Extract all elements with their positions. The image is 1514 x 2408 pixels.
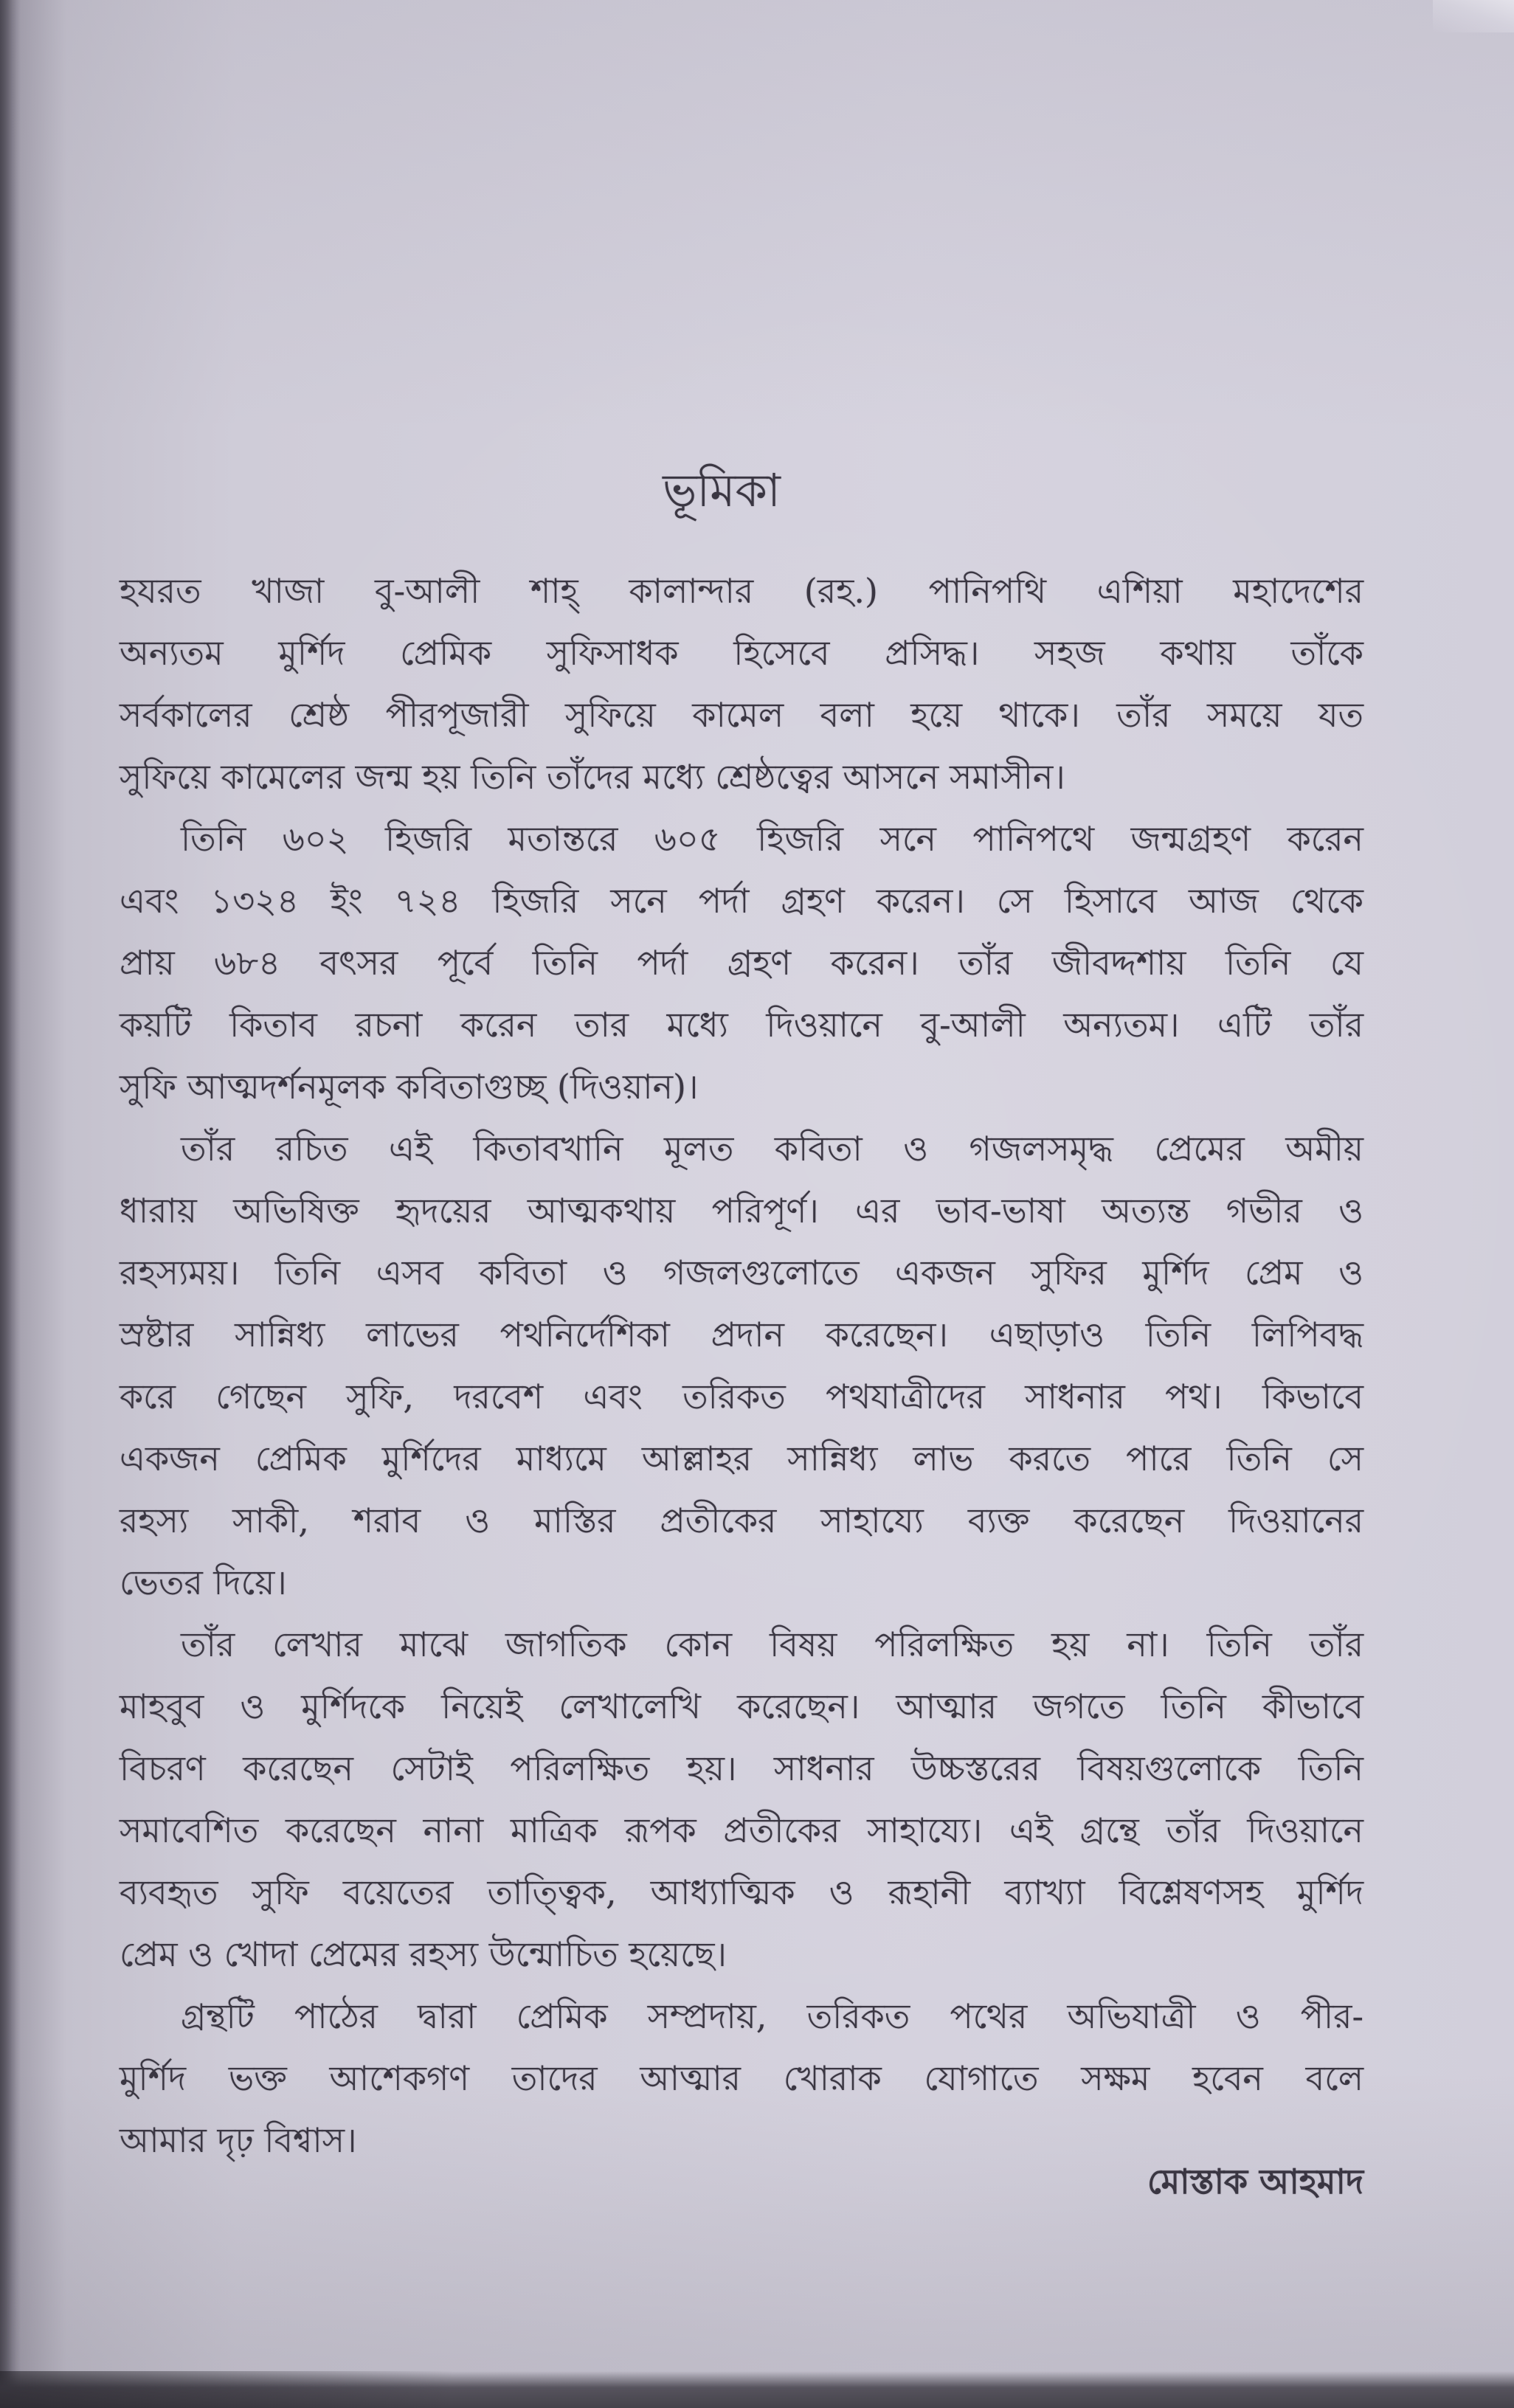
text-line: রহস্য সাকী, শরাব ও মাস্তির প্রতীকের সাহায্যে ব্যক্ত করেছেন দিওয়ানের — [120, 1501, 1363, 1540]
text-line: আমার দৃঢ় বিশ্বাস। — [120, 2120, 357, 2160]
paragraph-4 — [120, 1613, 1363, 1985]
text-line: বিচরণ করেছেন সেটাই পরিলক্ষিত হয়। সাধনার উচ্চস্তরের বিষয়গুলোকে তিনি — [120, 1748, 1363, 1788]
page-corner-highlight — [1433, 0, 1514, 32]
text-line: সুফি আত্মদর্শনমূলক কবিতাগুচ্ছ (দিওয়ান)। — [120, 1067, 699, 1107]
text-line: মাহবুব ও মুর্শিদকে নিয়েই লেখালেখি করেছেন। আত্মার জগতে তিনি কীভাবে — [120, 1686, 1363, 1726]
author-signature: মোস্তাক আহমাদ — [1147, 2162, 1363, 2201]
paragraph-3 — [120, 1118, 1363, 1613]
text-line: তাঁর রচিত এই কিতাবখানি মূলত কবিতা ও গজলসমৃদ্ধ প্রেমের অমীয় — [181, 1129, 1363, 1169]
text-line: মুর্শিদ ভক্ত আশেকগণ তাদের আত্মার খোরাক যোগাতে সক্ষম হবেন বলে — [120, 2058, 1363, 2098]
text-line: অন্যতম মুর্শিদ প্রেমিক সুফিসাধক হিসেবে প্রসিদ্ধ। সহজ কথায় তাঁকে — [120, 633, 1363, 673]
text-line: প্রেম ও খোদা প্রেমের রহস্য উন্মোচিত হয়েছে। — [120, 1934, 727, 1974]
paragraph-5 — [120, 1985, 1363, 2171]
paragraph-1 — [120, 560, 1363, 808]
text-line: ধারায় অভিষিক্ত হৃদয়ের আত্মকথায় পরিপূর্ণ। এর ভাব-ভাষা অত্যন্ত গভীর ও — [120, 1191, 1363, 1231]
text-line: গ্রন্থটি পাঠের দ্বারা প্রেমিক সম্প্রদায়, তরিকত পথের অভিযাত্রী ও পীর- — [181, 1996, 1363, 2036]
preface-body — [120, 560, 1363, 2171]
page-title: ভূমিকা — [663, 463, 781, 517]
text-line: সুফিয়ে কামেলের জন্ম হয় তিনি তাঁদের মধ্যে শ্রেষ্ঠত্বের আসনে সমাসীন। — [120, 757, 1065, 797]
text-line: সর্বকালের শ্রেষ্ঠ পীরপূজারী সুফিয়ে কামেল বলা হয়ে থাকে। তাঁর সময়ে যত — [120, 695, 1363, 735]
text-line: ভেতর দিয়ে। — [120, 1563, 287, 1602]
text-line: তাঁর লেখার মাঝে জাগতিক কোন বিষয় পরিলক্ষিত হয় না। তিনি তাঁর — [181, 1625, 1363, 1664]
text-line: এবং ১৩২৪ ইং ৭২৪ হিজরি সনে পর্দা গ্রহণ করেন। সে হিসাবে আজ থেকে — [120, 881, 1363, 921]
text-line: স্রষ্টার সান্নিধ্য লাভের পথনির্দেশিকা প্রদান করেছেন। এছাড়াও তিনি লিপিবদ্ধ — [120, 1315, 1363, 1354]
page-edge-shadow — [0, 0, 21, 2408]
text-line: হযরত খাজা বু-আলী শাহ্ কালান্দার (রহ.) পানিপথি এশিয়া মহাদেশের — [120, 571, 1363, 611]
text-line: রহস্যময়। তিনি এসব কবিতা ও গজলগুলোতে একজন সুফির মুর্শিদ প্রেম ও — [120, 1253, 1363, 1293]
text-line: করে গেছেন সুফি, দরবেশ এবং তরিকত পথযাত্রীদের সাধনার পথ। কিভাবে — [120, 1377, 1363, 1416]
text-line: ব্যবহৃত সুফি বয়েতের তাত্ত্বিক, আধ্যাত্মিক ও রূহানী ব্যাখ্যা বিশ্লেষণসহ মুর্শিদ — [120, 1872, 1363, 1912]
text-line: তিনি ৬০২ হিজরি মতান্তরে ৬০৫ হিজরি সনে পানিপথে জন্মগ্রহণ করেন — [181, 819, 1363, 859]
text-line: কয়টি কিতাব রচনা করেন তার মধ্যে দিওয়ানে বু-আলী অন্যতম। এটি তাঁর — [120, 1005, 1363, 1045]
text-line: একজন প্রেমিক মুর্শিদের মাধ্যমে আল্লাহর সান্নিধ্য লাভ করতে পারে তিনি সে — [120, 1439, 1363, 1478]
paragraph-2 — [120, 808, 1363, 1118]
table-surface — [0, 2371, 1514, 2408]
text-line: সমাবেশিত করেছেন নানা মাত্রিক রূপক প্রতীকের সাহায্যে। এই গ্রন্থে তাঁর দিওয়ানে — [120, 1810, 1363, 1850]
text-line: প্রায় ৬৮৪ বৎসর পূর্বে তিনি পর্দা গ্রহণ করেন। তাঁর জীবদ্দশায় তিনি যে — [120, 943, 1363, 983]
